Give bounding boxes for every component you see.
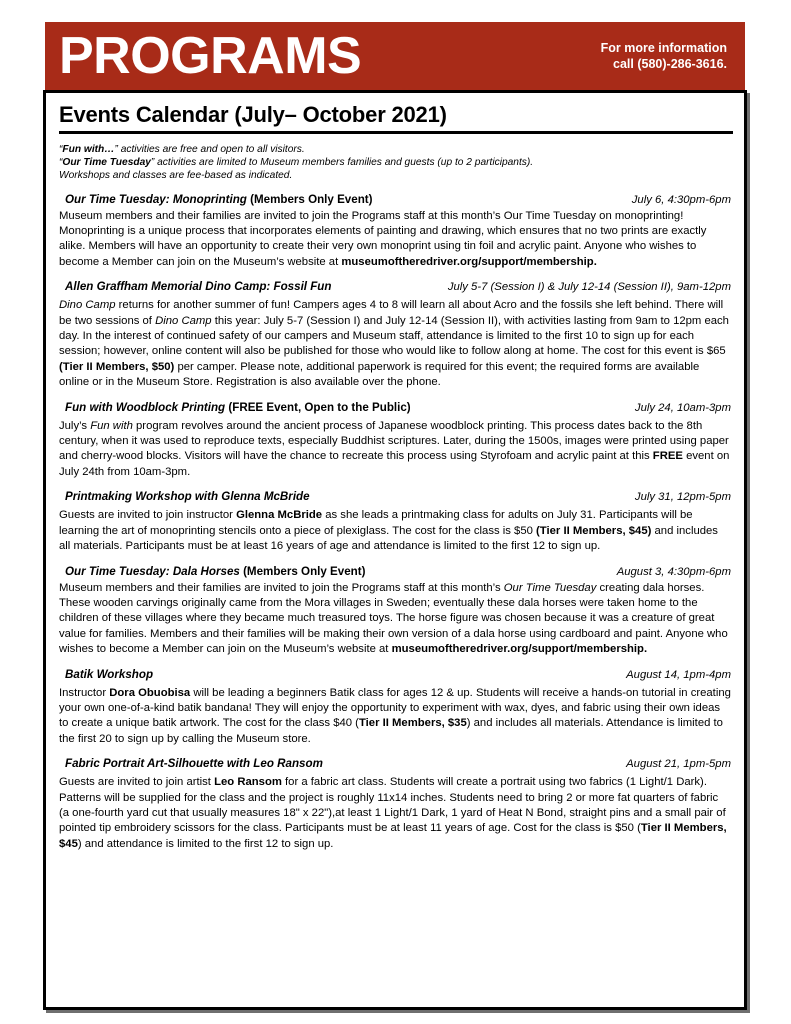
event-header	[65, 192, 731, 208]
event-description: Guests are invited to join instructor Glenna McBride as she leads a printmaking class for adults on July 31. Participants will be learning the art of monoprinting stencils onto a piece of plexiglass. The cost for the class is $50 (Tier II Members, $45) and includes all materials. Participants must be at least 16 years of age and attendance is limited to the first 12 to sign up.	[59, 509, 718, 553]
intro-notes	[59, 143, 733, 183]
intro-line-3: Workshops and classes are fee-based as indicated.	[59, 170, 293, 182]
event-description: Instructor Dora Obuobisa will be leading a beginners Batik class for ages 12 & up. Students will receive a hands-on tutorial in creating your own one-of-a-kind batik bandana! They will enjoy the opportunity to experiment with wax, dyes, and fabric using their own ideas to create a unique batik artwork. The cost for the class $40 (Tier II Members, $35) and includes all materials. Attendance is limited to the first 20 to sign up by calling the Museum store.	[59, 686, 731, 745]
programs-banner	[45, 22, 745, 90]
event-date: August 21, 1pm-5pm	[626, 758, 731, 771]
intro-line-1: “Fun with…” activities are free and open to all visitors.	[59, 144, 305, 155]
event-header	[65, 400, 731, 416]
event-title: Our Time Tuesday: Dala Horses (Members Only Event)	[65, 564, 366, 578]
banner-contact-info	[601, 40, 727, 72]
event-title: Fabric Portrait Art-Silhouette with Leo Ransom	[65, 757, 323, 771]
event-title: Fun with Woodblock Printing (FREE Event, Open to the Public)	[65, 400, 411, 414]
events-calendar-box	[43, 90, 747, 1010]
event-description: Guests are invited to join artist Leo Ransom for a fabric art class. Students will create a portrait using two fabrics (1 Light/1 Dark). Patterns will be supplied for the class and the project is roughly 11x14 inches. Students need to bring 2 or more fat quarters of fabric (a one-fourth yard cut that usually measures 18" x 22"),at least 1 Light/1 Dark, 1 yard of Heat N Bond, straight pins and a small pair of pointed tip embroidery scissors for the class. Participants must be at least 11 years of age. Cost for the class is $50 (Tier II Members, $45) and attendance is limited to the first 12 to sign up.	[59, 776, 727, 850]
event-item	[57, 279, 733, 390]
event-item	[57, 564, 733, 658]
event-date: July 31, 12pm-5pm	[634, 491, 731, 504]
event-description: Museum members and their families are invited to join the Programs staff at this month’s Our Time Tuesday on monoprinting! Monoprinting is a unique process that incorporates elements of painting and drawing, which ensures that no two prints are exactly alike. Members will have an opportunity to create their very own monoprint using tin foil and acrylic paint. Anyone who wishes to become a Member can join on the Museum’s website at museumoftheredriver.org/support/membership.	[59, 209, 707, 268]
event-date: July 6, 4:30pm-6pm	[631, 193, 731, 206]
event-item	[57, 667, 733, 748]
event-description: Museum members and their families are invited to join the Programs staff at this month’s Our Time Tuesday creating dala horses. These wooden carvings originally came from the Mora villages in Sweden; eventually these dala horses were taken home to the children of these villages where they became much treasured toys. The horse figure was chosen because it was a creature of great value for families. Members and their families will be making their own version of a dala horse using cardboard and paint. Anyone who wishes to become a Member can join on the Museum’s website at museumoftheredriver.org/support/membership.	[59, 581, 728, 656]
intro-line-2: “Our Time Tuesday” activities are limited to Museum members families and guests (up to 2 participants).	[59, 157, 534, 169]
event-item	[57, 192, 733, 271]
event-title: Printmaking Workshop with Glenna McBride	[65, 490, 310, 504]
event-header	[65, 756, 731, 772]
contact-line-1: For more information	[600, 41, 727, 55]
event-description: July’s Fun with program revolves around the ancient process of Japanese woodblock printing. This process dates back to the 8th century, when it was used to reproduce texts, especially Buddhist scriptures. Later, during the 1500s, images were printed using paper and cherry-wood blocks. Visitors will have the chance to recreate this process using Styrofoam and acrylic paint at this FREE event on July 24th from 10am-3pm.	[59, 419, 730, 478]
event-item	[57, 756, 733, 852]
event-header	[65, 564, 731, 580]
event-date: August 3, 4:30pm-6pm	[616, 565, 731, 578]
event-date: July 5-7 (Session I) & July 12-14 (Session II), 9am-12pm	[447, 281, 731, 294]
event-date: August 14, 1pm-4pm	[626, 668, 731, 681]
events-list	[57, 192, 733, 853]
event-title: Batik Workshop	[65, 667, 154, 681]
page-title: Events Calendar (July– October 2021)	[59, 102, 447, 127]
event-title: Allen Graffham Memorial Dino Camp: Fossil Fun	[65, 280, 332, 294]
banner-title: PROGRAMS	[59, 27, 362, 85]
event-header	[65, 667, 731, 683]
event-item	[57, 489, 733, 554]
event-item	[57, 400, 733, 481]
event-header	[65, 489, 731, 505]
contact-line-2: call (580)-286-3616.	[613, 57, 727, 71]
event-title: Our Time Tuesday: Monoprinting (Members Only Event)	[65, 192, 373, 206]
event-description: Dino Camp returns for another summer of fun! Campers ages 4 to 8 will learn all about Acro and the fossils she left behind. There will be two sessions of Dino Camp this year: July 5-7 (Session I) and July 12-14 (Session II), with activities lasting from 9am to 12pm each day. In the interest of continued safety of our campers and Museum staff, attendance is limited to the first 10 to sign up for each session; however, online content will also be published for those who would like to follow along at home. The cost for this event is $65 (Tier II Members, $50) per camper. Please note, additional paperwork is required for this event; the required forms are available online or in the Museum Store. Registration is also available over the phone.	[59, 299, 729, 389]
title-divider	[59, 131, 733, 134]
event-header	[65, 279, 731, 295]
event-date: July 24, 10am-3pm	[634, 401, 731, 414]
